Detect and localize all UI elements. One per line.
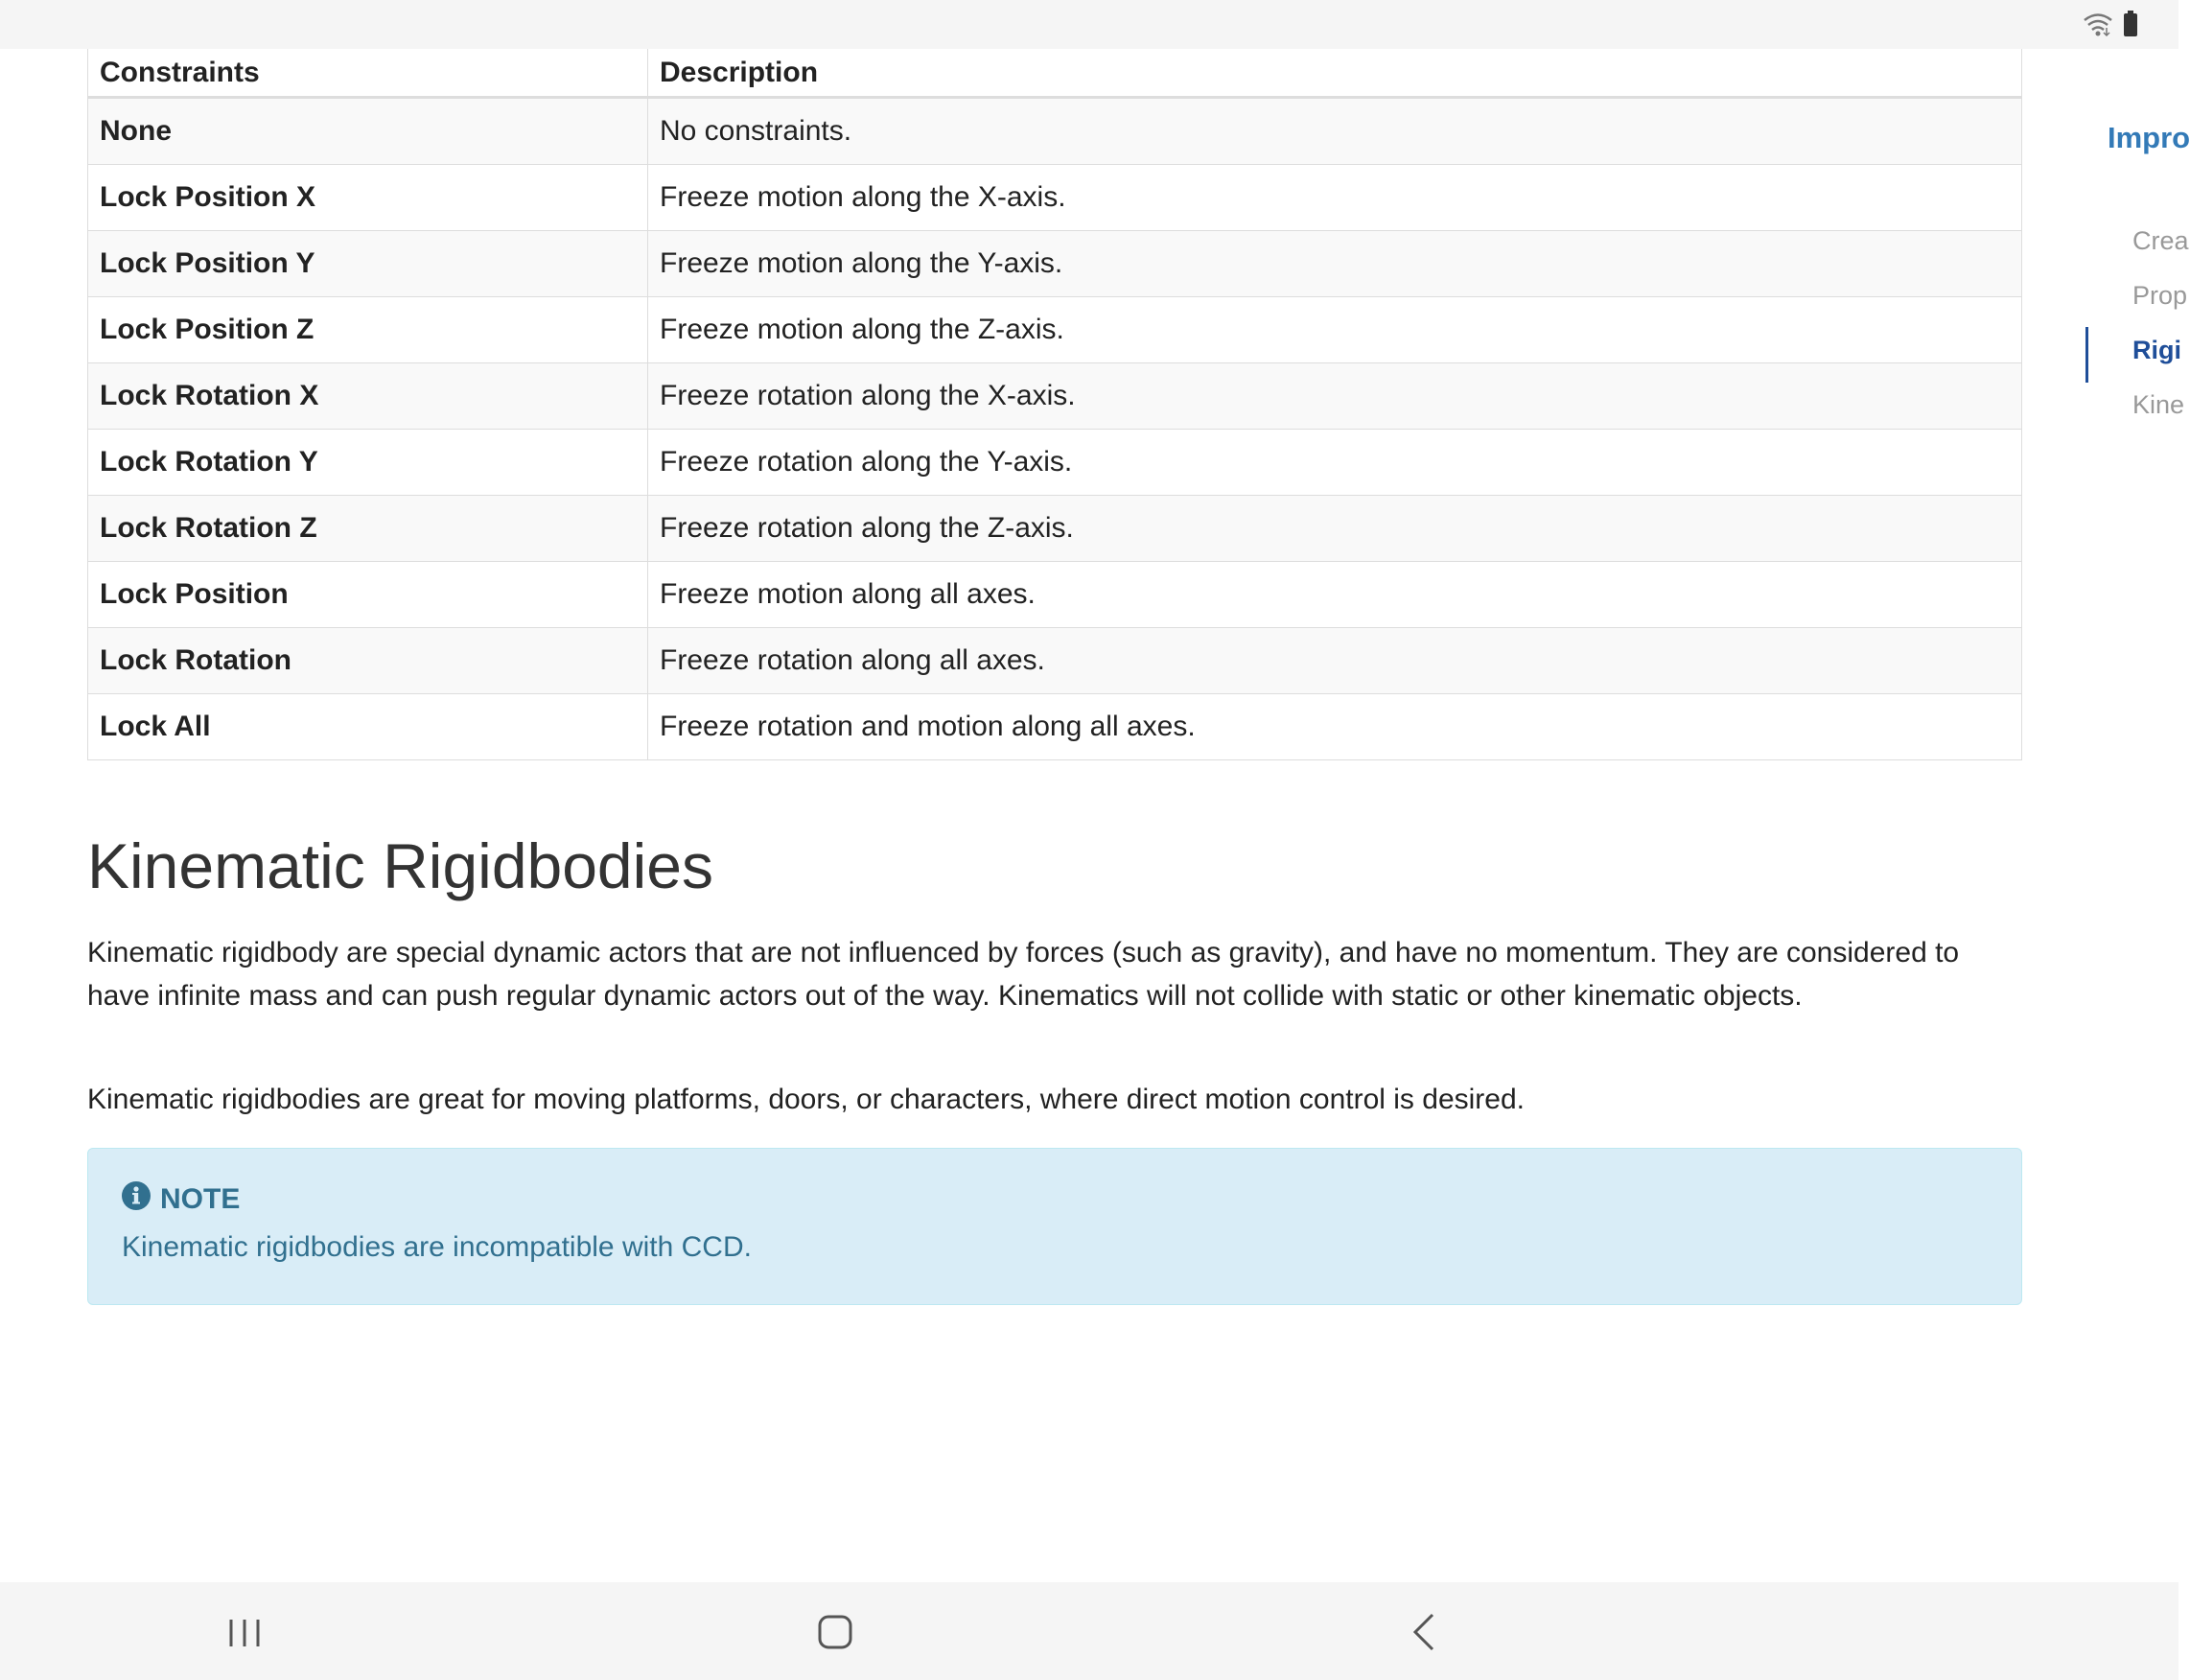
wifi-icon: [2083, 12, 2113, 41]
constraint-description: Freeze rotation along the Y-axis.: [648, 430, 2022, 496]
table-row: [88, 496, 2022, 562]
note-callout: [87, 1148, 2022, 1305]
toc-active-indicator: [2085, 327, 2088, 383]
table-row: [88, 98, 2022, 165]
navigation-bar: [0, 1582, 2178, 1680]
constraint-name: None: [88, 98, 648, 165]
constraint-name: Lock Position Z: [88, 297, 648, 363]
constraint-name: Lock Rotation Z: [88, 496, 648, 562]
column-header-constraints: Constraints: [88, 49, 648, 98]
constraint-description: No constraints.: [648, 98, 2022, 165]
constraint-name: Lock Rotation Y: [88, 430, 648, 496]
table-of-contents: [2083, 115, 2190, 441]
table-row: [88, 694, 2022, 760]
table-row: [88, 297, 2022, 363]
note-label: NOTE: [160, 1183, 241, 1215]
main-content: [87, 49, 2022, 1263]
constraint-description: Freeze rotation along all axes.: [648, 628, 2022, 694]
constraint-description: Freeze motion along the X-axis.: [648, 165, 2022, 231]
kinematic-description-paragraph: Kinematic rigidbody are special dynamic actors that are not influenced by forces (such as gravity), and have no momentum. They are considered to have infinite mass and can push regular dynamic actors out of the way. Kinematics will not collide with static or other kinematic objects.: [87, 937, 1960, 1012]
table-row: [88, 231, 2022, 297]
back-icon: [1410, 1608, 1438, 1654]
table-row: [88, 430, 2022, 496]
constraint-description: Freeze rotation along the Z-axis.: [648, 496, 2022, 562]
constraint-description: Freeze rotation and motion along all axes.: [648, 694, 2022, 760]
constraint-description: Freeze motion along the Y-axis.: [648, 231, 2022, 297]
toc-item-creating[interactable]: Crea: [2132, 226, 2189, 255]
status-icons: [2083, 11, 2138, 42]
info-icon: [122, 1181, 151, 1218]
table-row: [88, 562, 2022, 628]
note-title: [122, 1181, 240, 1218]
kinematic-usage-paragraph: Kinematic rigidbodies are great for moving platforms, doors, or characters, where direct motion control is desired.: [87, 1084, 1525, 1115]
constraint-name: Lock All: [88, 694, 648, 760]
section-heading: Kinematic Rigidbodies: [87, 830, 714, 901]
constraint-name: Lock Position: [88, 562, 648, 628]
constraint-name: Lock Rotation X: [88, 363, 648, 430]
toc-item-properties[interactable]: Prop: [2132, 281, 2188, 310]
battery-icon: [2123, 11, 2138, 42]
table-header-row: [88, 49, 2022, 98]
constraint-name: Lock Rotation: [88, 628, 648, 694]
note-text: Kinematic rigidbodies are incompatible with CCD.: [122, 1231, 752, 1263]
toc-title[interactable]: Impro: [2108, 121, 2190, 154]
status-bar: [0, 0, 2178, 49]
recent-apps-button[interactable]: [226, 1608, 263, 1659]
home-icon: [818, 1608, 852, 1654]
constraint-description: Freeze rotation along the X-axis.: [648, 363, 2022, 430]
table-row: [88, 363, 2022, 430]
home-button[interactable]: [818, 1608, 852, 1659]
back-button[interactable]: [1410, 1608, 1438, 1659]
toc-item-kinematic-rigidbodies[interactable]: Kine: [2132, 390, 2185, 419]
recent-apps-icon: [226, 1608, 263, 1654]
constraint-description: Freeze motion along the Z-axis.: [648, 297, 2022, 363]
constraint-name: Lock Position X: [88, 165, 648, 231]
constraints-table: [87, 49, 2022, 760]
table-row: [88, 628, 2022, 694]
constraint-name: Lock Position Y: [88, 231, 648, 297]
column-header-description: Description: [648, 49, 2022, 98]
toc-item-rigidbody-constraints[interactable]: Rigi: [2132, 336, 2181, 364]
constraint-description: Freeze motion along all axes.: [648, 562, 2022, 628]
table-row: [88, 165, 2022, 231]
